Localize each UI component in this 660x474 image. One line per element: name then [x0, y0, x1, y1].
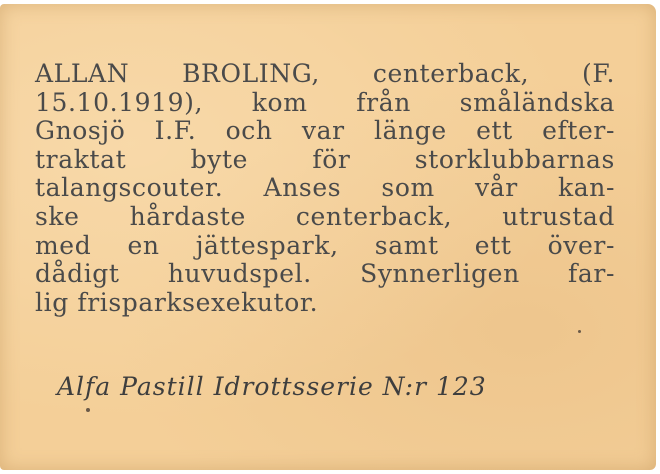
- description-line-6: ske hårdaste centerback, utrustad: [35, 201, 615, 231]
- player-description: [35, 60, 615, 317]
- series-footer: Alfa Pastill Idrottsserie N:r 123: [57, 372, 487, 401]
- description-line-8: dådigt huvudspel. Synnerligen far-: [35, 259, 615, 289]
- description-line-4: traktat byte för storklubbarnas: [35, 144, 615, 174]
- description-line-9: lig frisparksexekutor.: [35, 287, 319, 317]
- paper-speck: [578, 330, 581, 333]
- description-line-1: ALLAN BROLING, centerback, (F.: [35, 59, 615, 88]
- description-line-2: 15.10.1919), kom från småländska: [35, 87, 615, 117]
- trading-card: [0, 4, 656, 470]
- description-line-3: Gnosjö I.F. och var länge ett efter-: [35, 116, 615, 146]
- paper-speck: [86, 408, 90, 412]
- description-line-7: med en jättespark, samt ett över-: [35, 230, 615, 260]
- description-line-5: talangscouter. Anses som vår kan-: [35, 173, 615, 203]
